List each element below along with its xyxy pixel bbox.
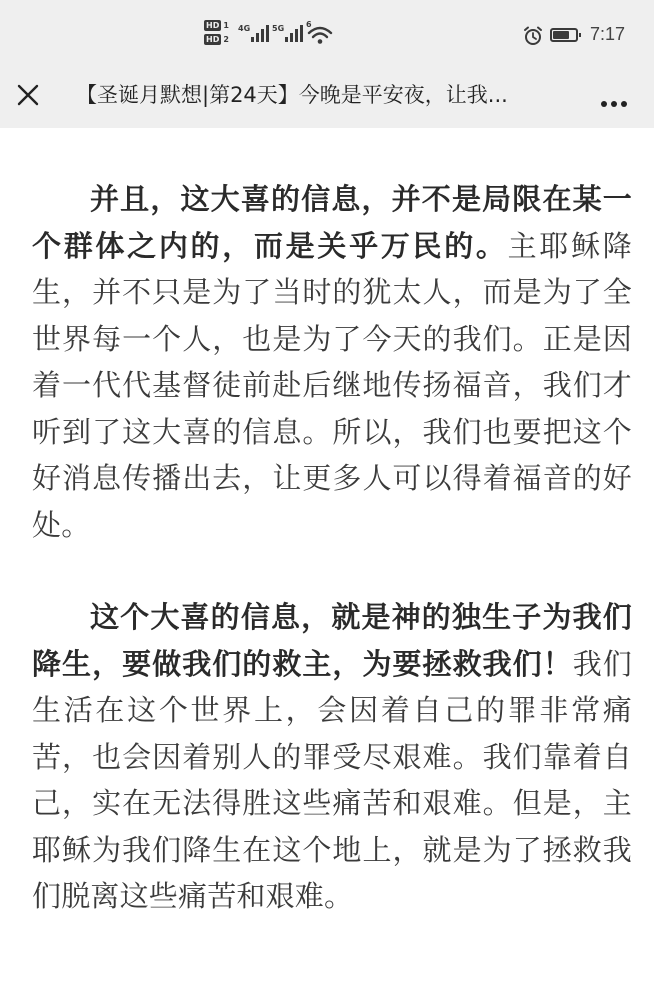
signal-bars-2 bbox=[285, 24, 303, 42]
network1-label: 4G bbox=[238, 24, 251, 33]
alarm-icon bbox=[523, 26, 543, 50]
close-button[interactable] bbox=[10, 72, 46, 108]
sim1-index: 1 bbox=[223, 21, 229, 30]
article-paragraph bbox=[32, 594, 632, 920]
paragraph-text: 主耶稣降生，并不只是为了当时的犹太人，而是为了全世界每一个人，也是为了今天的我们。正是因着一代代基督徒前赴后继地传扬福音，我们才听到了这大喜的信息。所以，我们也要把这个好消息传播出去，让更多人可以得着福音的好处。 bbox=[32, 228, 632, 542]
page-title: 【圣诞月默想|第24天】今晚是平安夜，让我... bbox=[76, 83, 508, 107]
sim2-hd-badge bbox=[204, 34, 229, 45]
paragraph-emphasis: 这个大喜的信息，就是神的独生子为我们降生，要做我们的救主，为要拯救我们！ bbox=[32, 600, 632, 681]
sim2-index: 2 bbox=[223, 35, 229, 44]
nav-bar bbox=[0, 62, 654, 128]
signal-bars-1 bbox=[251, 24, 269, 42]
top-bar bbox=[0, 0, 654, 128]
wifi-icon bbox=[306, 20, 334, 50]
more-button[interactable] bbox=[592, 74, 638, 110]
battery-icon bbox=[550, 28, 578, 42]
paragraph-emphasis: 并且，这大喜的信息，并不是局限在某一个群体之内的，而是关乎万民的。 bbox=[32, 182, 632, 263]
network2-label: 5G bbox=[272, 24, 285, 33]
status-bar bbox=[0, 0, 654, 62]
status-time: 7:17 bbox=[590, 24, 626, 44]
signal-icon bbox=[272, 24, 303, 42]
sim1-hd-label: HD bbox=[206, 21, 220, 30]
article-paragraph bbox=[32, 176, 632, 548]
article-body bbox=[32, 176, 632, 920]
close-icon bbox=[10, 72, 46, 108]
paragraph-text: 我们生活在这个世界上，会因着自己的罪非常痛苦，也会因着别人的罪受尽艰难。我们靠着自己，实在无法得胜这些痛苦和艰难。但是，主耶稣为我们降生在这个地上，就是为了拯救我们脱离这些痛苦和艰难。 bbox=[32, 646, 632, 913]
more-icon bbox=[592, 74, 638, 110]
wifi-badge: 6 bbox=[306, 20, 312, 29]
hd-icon bbox=[204, 20, 229, 45]
sim1-hd-badge bbox=[204, 20, 229, 31]
sim2-hd-label: HD bbox=[206, 35, 220, 44]
signal-icon bbox=[238, 24, 269, 42]
